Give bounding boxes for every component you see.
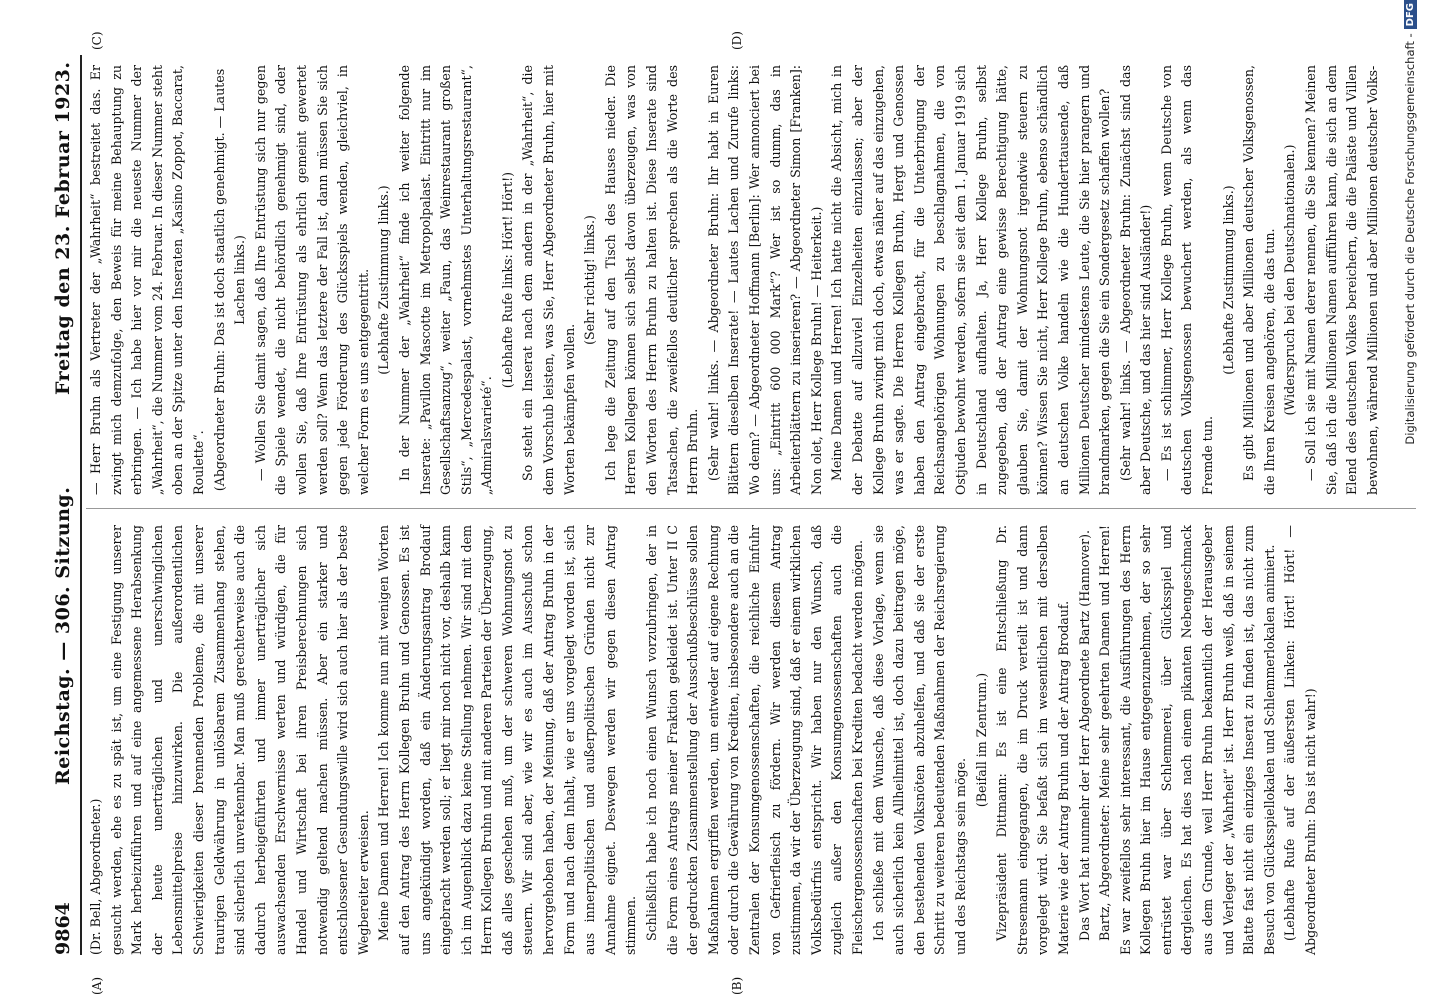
session-date: Freitag den 23. Februar 1923.: [52, 61, 74, 395]
paragraph: Meine Damen und Herren! Ich hatte nicht die Absicht, mich in der Debatte auf allzuviel Einzelheiten einzulassen; aber der Kollege Bruhn zwingt mich doch, etwas näher auf das einzugehen, was er sagte. Die Herren Kollegen Bruhn, Hergt und Genossen haben den Antrag eingebracht, für die Unterbringung der Reichsangehörigen Wohnungen zu beschlagnahmen, die von Ostjuden bewohnt werden, sofern sie seit dem 1. Januar 1919 sich in Deutschland aufhalten. Ja, Herr Kollege Bruhn, selbst zugegeben, daß der Antrag eine gewisse Berechtigung hätte, glauben Sie, damit der Wohnungsnot irgendwie steuern zu können? Wissen Sie nicht, Herr Kollege Bruhn, ebenso schändlich an deutschen Volke handeln wie die Hunderttausende, daß Millionen Deutscher mindestens Leute, die Sie hier prangern und brandmarken, gegen die Sie ein Sondergesetz schaffen wollen?: [829, 65, 1113, 495]
interjection: (Sehr richtig! links.): [582, 215, 598, 345]
paragraph: Bartz, Abgeordneter: Meine sehr geehrten Damen und Herren! Es war zweifellos sehr interessant, die Ausführungen des Herrn Kollegen Bruhn hier im Hause entgegenzunehmen, der so sehr entrüstet war über Schlemmerei, über Glücksspiel und dergleichen. Es hat dies nach einem pikanten Nebengeschmack aus dem Grunde, weil Herr Bruhn bekanntlich der Herausgeber und Verleger der „Wahrheit“ ist. Herr Bruhn weiß, daß in seinem Blatte fast nicht ein einziges Inserat zu finden ist, das nicht zum Besuch von Glücksspiellokalen und Schlemmerlokalen animiert.: [1097, 525, 1277, 955]
credit-text: Digitalisierung gefördert durch die Deutsche Forschungsgemeinschaft -: [1403, 33, 1417, 445]
page-header: [50, 55, 80, 955]
interjection: (Sehr wahr! links. — Abgeordneter Bruhn: Ihr habt in Euren Blättern dieselben Inserate! — Lautes Lachen und Zurufe links: Wo denn? — Abgeordneter Hoffmann [Berlin]: Wer annonciert bei uns: „Eintritt 600 000 Mark“? Wer ist so dumm, das in Arbeiterblättern zu inserieren? — Abgeordneter Simon [Franken]: Non olet, Herr Kollege Bruhn! — Heiterkeit.): [705, 65, 824, 495]
margin-marker-a: (A): [90, 976, 104, 995]
speaker-note: (Dr. Bell, Abgeordneter.): [88, 798, 103, 955]
left-column: [86, 525, 1322, 955]
paragraph: Ich schließe mit dem Wunsche, daß diese Vorlage, wenn sie auch sicherlich kein Allheilmittel ist, doch dazu beitragen möge, den bestehenden Volksnöten abzuhelfen, und daß sie der erste Schritt zu weiteren bedeutenden Maßnahmen der Reichsregierung und des Reichstags sein möge.: [870, 525, 968, 955]
paragraph: So steht ein Inserat nach dem andern in der „Wahrheit“, die dem Vorschub leisten, was Sie, Herr Abgeordneter Bruhn, hier mit Worten bekämpfen wollen.: [520, 65, 577, 495]
paragraph: Schließlich habe ich noch einen Wunsch vorzubringen, der in die Form eines Antrags meiner Fraktion gekleidet ist. Unter II C der gedruckten Zusammenstellung der Ausschußbeschlüsse sollen Maßnahmen ergriffen werden, um entweder auf eigene Rechnung oder durch die Gewährung von Krediten, insbesondere auch an die Zentralen der Konsumgenossenschaften, die reichliche Einfuhr von Gefrierfleisch zu fördern. Wir werden diesem Antrag zustimmen, da wir der Überzeugung sind, daß er einem wirklichen Volksbedürfnis entspricht. Wir haben nur den Wunsch, daß zugleich außer den Konsumgenossenschaften auch die Fleischergenossenschaften bei Krediten bedacht werden mögen.: [644, 525, 865, 955]
margin-marker-b: (B): [730, 976, 744, 995]
document-page: [50, 31, 1420, 995]
paragraph: Das Wort hat nunmehr der Herr Abgeordnete Bartz (Hannover).: [1076, 530, 1092, 941]
paragraph: — Soll ich sie mit Namen derer nennen, die Sie kennen? Meinen Sie, daß ich die Millionen Namen aufführen kann, die sich an dem Elend des deutschen Volkes bereichern, die die Paläste und Villen bewohnen, während Millionen und aber Millionen deutscher Volks-: [1303, 65, 1380, 495]
paragraph: Vizepräsident Dittmann: Es ist eine Entschließung Dr. Stresemann eingegangen, die im Druck verteilt ist und dann vorgelegt wird. Sie befaßt sich im wesentlichen mit derselben Materie wie der Antrag Bruhn und der Antrag Brodauf.: [994, 525, 1071, 955]
interjection: (Widerspruch bei den Deutschnationalen.): [1282, 144, 1298, 416]
digitization-credit: [1397, 0, 1427, 1000]
paragraph: In der Nummer der „Wahrheit“ finde ich weiter folgende Inserate: „Pavillon Mascotte im Metropolpalast. Eintritt nur im Gesellschaftsanzug“, weiter „Faun, das Weinrestaurant großen Stils“, „Mercedespalast, vornehmstes Unterhaltungsrestaurant“, „Admiralsvarieté“.: [396, 65, 495, 495]
paragraph: Es gibt Millionen und aber Millionen deutscher Volksgenossen, die Ihren Kreisen angehören, die das tun.: [1241, 65, 1277, 495]
column-divider: [86, 508, 1416, 509]
margin-marker-c: (C): [90, 31, 104, 50]
interjection: (Lebhafte Rufe auf der äußersten Linken: Hört! Hört! — Abgeordneter Bruhn: Das ist nicht wahr!): [1282, 525, 1319, 955]
paragraph: gesucht werden, ehe es zu spät ist, um eine Festigung unserer Mark herbeizuführen und auf eine angemessene Herabsenkung der heute unerträglichen und unerschwinglichen Lebensmittelpreise hinzuwirken. Die außerordentlichen Schwierigkeiten dieser brennenden Probleme, die mit unserer traurigen Geldwährung in unlösbarem Zusammenhang stehen, sind sicherlich unverkennbar. Man muß gerechterweise auch die dadurch herbeigeführten und immer unerträglicher sich auswachsenden Erschwernisse werten und würdigen, die für Handel und Wirtschaft bei ihren Preisberechnungen sich notwendig geltend machen müssen. Aber ein starker und entschlossener Gesundungswille wird sich auch hier als der beste Wegbereiter erweisen.: [108, 525, 371, 955]
margin-marker-d: (D): [730, 31, 744, 50]
interjection: (Lebhafte Rufe links: Hört! Hört!): [499, 171, 515, 389]
interjection: (Lebhafte Zustimmung links.): [376, 185, 392, 375]
dfg-logo: DFG: [1404, 0, 1417, 29]
paragraph: — Wollen Sie damit sagen, daß Ihre Entrüstung sich nur gegen die Spiele wendet, die nicht behördlich genehmigt sind, oder wollen Sie, daß Ihre Entrüstung als ehrlich gemeint gewertet werden soll? Wenn das letztere der Fall ist, dann müssen Sie sich gegen jede Förderung des Glücksspiels wenden, gleichviel, in welcher Form es uns entgegentritt.: [252, 65, 371, 495]
header-rule: [80, 55, 82, 955]
paragraph: Meine Damen und Herren! Ich komme nun mit wenigen Worten auf den Antrag des Herrn Kollegen Bruhn und Genossen. Es ist uns angekündigt worden, daß ein Änderungsantrag Brodauf eingebracht werden soll; er liegt mir noch nicht vor, deshalb kann ich im Augenblick dazu keine Stellung nehmen. Wir sind mit dem Herrn Kollegen Bruhn und mit anderen Parteien der Überzeugung, daß alles geschehen muß, um der schweren Wohnungsnot zu steuern. Wir sind aber, wie wir es auch im Ausschuß schon hervorgehoben haben, der Meinung, daß der Antrag Bruhn in der Form und nach dem Inhalt, wie er uns vorgelegt worden ist, sich aus innerpolitischen und außerpolitischen Gründen nicht zur Annahme eignet. Deswegen werden wir gegen diesen Antrag stimmen.: [376, 525, 639, 955]
applause-note: (Beifall im Zentrum.): [973, 672, 989, 808]
paragraph: — Herr Bruhn als Vertreter der „Wahrheit“ bestreitet das. Er zwingt mich demzufolge, den Beweis für meine Behauptung zu erbringen. — Ich habe hier vor mir die neueste Nummer der „Wahrheit“, die Nummer vom 24. Februar. In dieser Nummer steht oben an der Spitze unter den Inseraten „Kasino Zoppot, Baccarat, Roulette“.: [88, 65, 206, 495]
paragraph: Ich lege die Zeitung auf den Tisch des Hauses nieder. Die Herren Kollegen können sich selbst davon überzeugen, was von den Worten des Herrn Bruhn zu halten ist. Diese Inserate sind Tatsachen, die zweifellos deutlicher sprechen als die Worte des Herrn Bruhn.: [602, 65, 701, 495]
interjection: (Sehr wahr! links. — Abgeordneter Bruhn: Zunächst sind das aber Deutsche, und das hier sind Ausländer!): [1117, 65, 1154, 495]
page-number: 9864: [52, 902, 74, 955]
interjection: (Lebhafte Zustimmung links.): [1220, 185, 1236, 375]
interjection: (Abgeordneter Bruhn: Das ist doch staatlich genehmigt. — Lautes Lachen links.): [211, 68, 248, 492]
paragraph: — Es ist schlimmer, Herr Kollege Bruhn, wenn Deutsche von deutschen Volksgenossen bewuchert werden, als wenn das Fremde tun.: [1158, 65, 1216, 495]
right-column: [86, 65, 1383, 495]
session-title: Reichstag. — 306. Sitzung.: [52, 486, 74, 785]
